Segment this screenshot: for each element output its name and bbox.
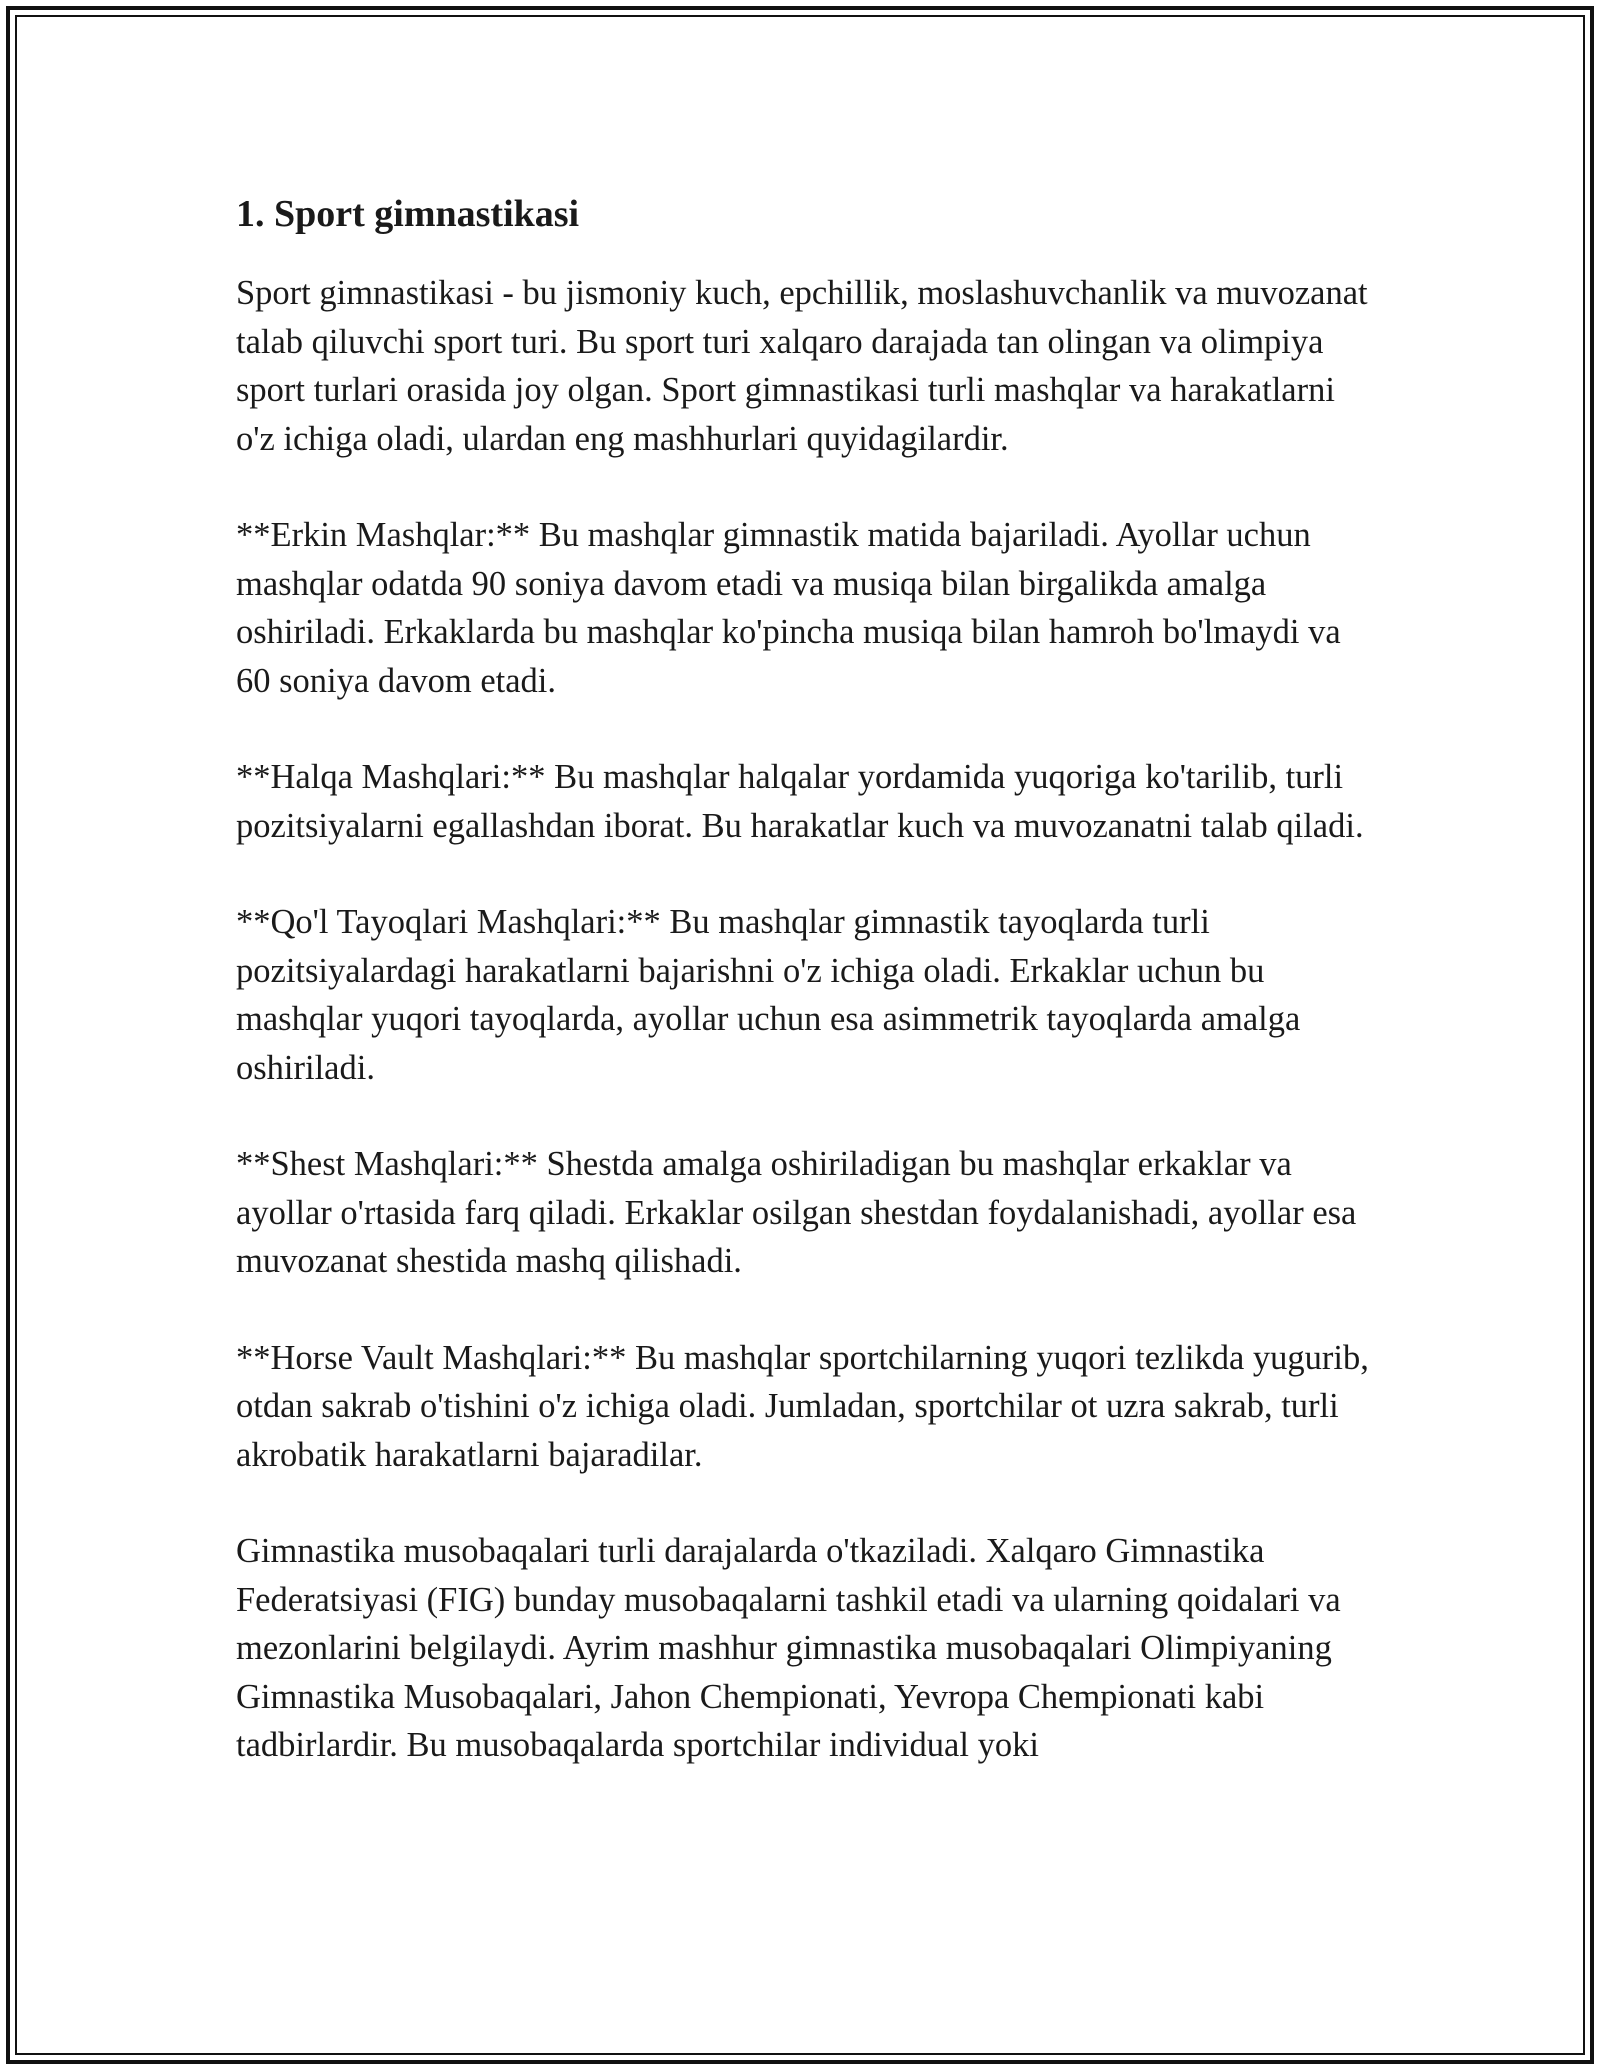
paragraph-erkin-mashqlar: **Erkin Mashqlar:** Bu mashqlar gimnastik matida bajariladi. Ayollar uchun mashqlar odatda 90 soniya davom etadi va musiqa bilan birgalikda amalga oshiriladi. Erkaklarda bu mashqlar ko'pincha musiqa bilan hamroh bo'lmaydi va 60 soniya davom etadi. bbox=[236, 516, 1341, 700]
paragraph-musobaqalar: Gimnastika musobaqalari turli darajalarda o'tkaziladi. Xalqaro Gimnastika Federatsiyasi (FIG) bunday musobaqalarni tashkil etadi va ularning qoidalari va mezonlarini belgilaydi. Ayrim mashhur gimnastika musobaqalari Olimpiyaning Gimnastika Musobaqalari, Jahon Chempionati, Yevropa Chempionati kabi tadbirlardir. Bu musobaqalarda sportchilar individual yoki bbox=[236, 1532, 1341, 1764]
paragraph-qol-tayoqlari: **Qo'l Tayoqlari Mashqlari:** Bu mashqlar gimnastik tayoqlarda turli pozitsiyalardagi harakatlarni bajarishni o'z ichiga oladi. Erkaklar uchun bu mashqlar yuqori tayoqlarda, ayollar uchun esa asimmetrik tayoqlarda amalga oshiriladi. bbox=[236, 903, 1301, 1087]
paragraph-horse-vault: **Horse Vault Mashqlari:** Bu mashqlar sportchilarning yuqori tezlikda yugurib, otdan sakrab o'tishini o'z ichiga oladi. Jumladan, sportchilar ot uzra sakrab, turli akrobatik harakatlarni bajaradilar. bbox=[236, 1338, 1369, 1474]
document-body bbox=[236, 185, 1376, 1818]
paragraph-halqa-mashqlari: **Halqa Mashqlari:** Bu mashqlar halqalar yordamida yuqoriga ko'tarilib, turli pozitsiyalarni egallashdan iborat. Bu harakatlar kuch va muvozanatni talab qiladi. bbox=[236, 758, 1364, 845]
paragraph-intro: Sport gimnastikasi - bu jismoniy kuch, epchillik, moslashuvchanlik va muvozanat talab qiluvchi sport turi. Bu sport turi xalqaro darajada tan olingan va olimpiya sport turlari orasida joy olgan. Sport gimnastikasi turli mashqlar va harakatlarni o'z ichiga oladi, ulardan eng mashhurlari quyidagilardir. bbox=[236, 274, 1368, 458]
paragraph-shest-mashqlari: **Shest Mashqlari:** Shestda amalga oshiriladigan bu mashqlar erkaklar va ayollar o'rtasida farq qiladi. Erkaklar osilgan shestdan foydalanishadi, ayollar esa muvozanat shestida mashq qilishadi. bbox=[236, 1145, 1357, 1280]
section-title: 1. Sport gimnastikasi bbox=[236, 193, 580, 235]
